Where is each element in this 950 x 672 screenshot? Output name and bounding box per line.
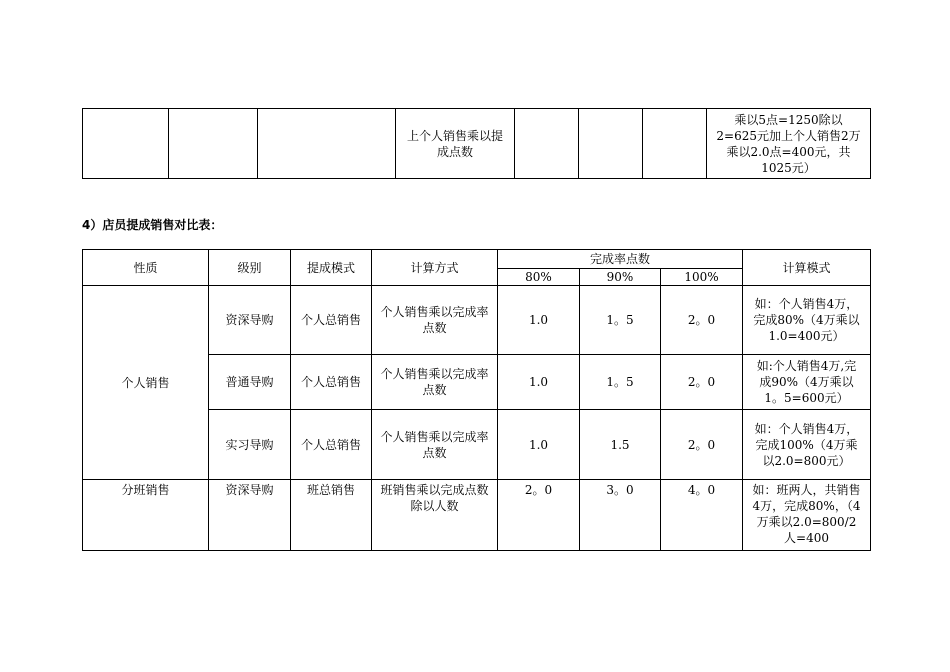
mode-cell: 班总销售	[291, 480, 372, 551]
header-commission-mode: 提成模式	[291, 250, 372, 286]
table-cell	[169, 109, 258, 179]
commission-comparison-table	[82, 249, 871, 551]
method-cell: 个人销售乘以完成率点数	[372, 286, 498, 355]
example-cell: 如：个人销售4万，完成80%（4万乘以1.0=400元）	[743, 286, 871, 355]
header-100: 100%	[661, 269, 743, 286]
method-cell: 个人销售乘以完成率点数	[372, 410, 498, 480]
value-100-cell: 2。0	[661, 410, 743, 480]
example-cell: 如：班两人，共销售4万，完成80%，（4万乘以2.0=800/2人=400	[743, 480, 871, 551]
level-cell: 资深导购	[209, 286, 291, 355]
value-90-cell: 1.5	[580, 410, 661, 480]
nature-cell: 个人销售	[83, 286, 209, 480]
section-heading: 4）店员提成销售对比表：	[82, 218, 223, 232]
header-calc-method: 计算方式	[372, 250, 498, 286]
value-80-cell: 1.0	[498, 410, 580, 480]
level-cell: 资深导购	[209, 480, 291, 551]
header-level: 级别	[209, 250, 291, 286]
table-cell	[643, 109, 707, 179]
mode-cell: 个人总销售	[291, 286, 372, 355]
value-80-cell: 1.0	[498, 355, 580, 410]
table-row	[83, 480, 871, 551]
nature-cell: 分班销售	[83, 480, 209, 551]
value-100-cell: 2。0	[661, 355, 743, 410]
top-partial-table	[82, 108, 871, 179]
table-cell	[83, 109, 169, 179]
mode-cell: 个人总销售	[291, 410, 372, 480]
example-cell: 如:个人销售4万,完成90%（4万乘以1。5=600元）	[743, 355, 871, 410]
value-90-cell: 3。0	[580, 480, 661, 551]
value-100-cell: 4。0	[661, 480, 743, 551]
table-cell: 上个人销售乘以提成点数	[396, 109, 515, 179]
header-calc-model: 计算模式	[743, 250, 871, 286]
table-cell	[579, 109, 643, 179]
value-100-cell: 2。0	[661, 286, 743, 355]
example-cell: 如：个人销售4万，完成100%（4万乘以2.0=800元）	[743, 410, 871, 480]
header-80: 80%	[498, 269, 580, 286]
header-completion-points: 完成率点数	[498, 250, 743, 269]
header-90: 90%	[580, 269, 661, 286]
mode-cell: 个人总销售	[291, 355, 372, 410]
method-cell: 班销售乘以完成点数除以人数	[372, 480, 498, 551]
method-cell: 个人销售乘以完成率点数	[372, 355, 498, 410]
value-80-cell: 2。0	[498, 480, 580, 551]
level-cell: 普通导购	[209, 355, 291, 410]
value-80-cell: 1.0	[498, 286, 580, 355]
header-row	[83, 250, 871, 269]
value-90-cell: 1。5	[580, 355, 661, 410]
table-cell	[515, 109, 579, 179]
table-cell	[258, 109, 396, 179]
table-row	[83, 109, 871, 179]
table-row	[83, 286, 871, 355]
header-nature: 性质	[83, 250, 209, 286]
table-cell: 乘以5点=1250除以2=625元加上个人销售2万乘以2.0点=400元，共1025元）	[707, 109, 871, 179]
level-cell: 实习导购	[209, 410, 291, 480]
value-90-cell: 1。5	[580, 286, 661, 355]
